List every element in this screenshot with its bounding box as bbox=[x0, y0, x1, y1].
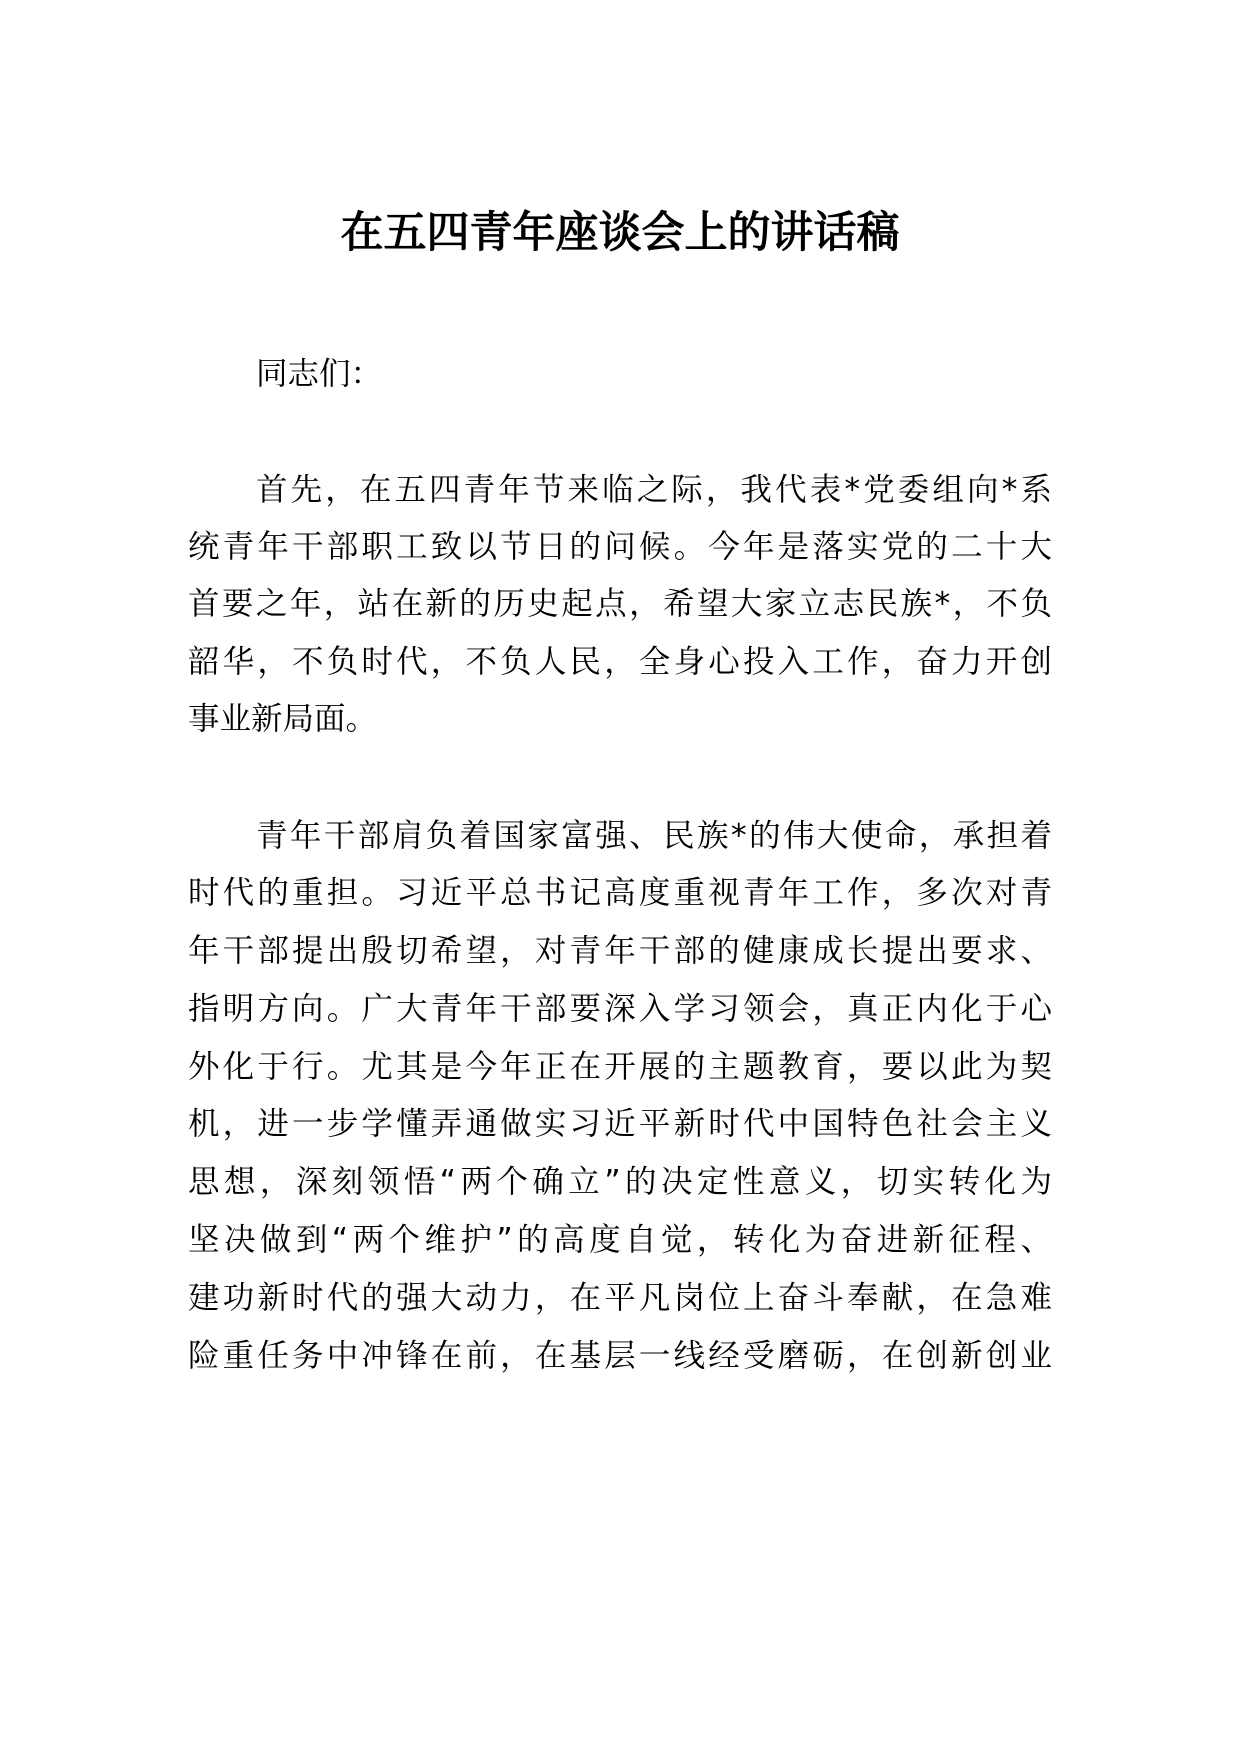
paragraph-2-line-8: 坚决做到“两个维护”的高度自觉，转化为奋进新征程、 bbox=[188, 1222, 1052, 1258]
paragraph-1-line-5: 事业新局面。 bbox=[188, 701, 378, 737]
paragraph-1-line-2: 统青年干部职工致以节日的问候。今年是落实党的二十大 bbox=[188, 529, 1052, 565]
paragraph-2-line-9: 建功新时代的强大动力，在平凡岗位上奋斗奉献，在急难 bbox=[188, 1280, 1052, 1316]
paragraph-2-line-6: 机，进一步学懂弄通做实习近平新时代中国特色社会主义 bbox=[188, 1106, 1052, 1142]
paragraph-2-line-3: 年干部提出殷切希望，对青年干部的健康成长提出要求、 bbox=[188, 933, 1052, 969]
document-title: 在五四青年座谈会上的讲话稿 bbox=[340, 208, 900, 258]
paragraph-1-line-1: 首先，在五四青年节来临之际，我代表*党委组向*系 bbox=[256, 472, 1052, 508]
paragraph-2-line-2: 时代的重担。习近平总书记高度重视青年工作，多次对青 bbox=[188, 875, 1052, 911]
paragraph-2-line-7: 思想，深刻领悟“两个确立”的决定性意义，切实转化为 bbox=[188, 1164, 1052, 1200]
paragraph-2-line-1: 青年干部肩负着国家富强、民族*的伟大使命，承担着 bbox=[256, 818, 1052, 854]
salutation: 同志们： bbox=[256, 356, 383, 392]
paragraph-1-line-4: 韶华，不负时代，不负人民，全身心投入工作，奋力开创 bbox=[188, 644, 1052, 680]
paragraph-2-line-10: 险重任务中冲锋在前，在基层一线经受磨砺，在创新创业 bbox=[188, 1338, 1052, 1374]
paragraph-2-line-4: 指明方向。广大青年干部要深入学习领会，真正内化于心 bbox=[188, 991, 1052, 1027]
paragraph-2-line-5: 外化于行。尤其是今年正在开展的主题教育，要以此为契 bbox=[188, 1049, 1052, 1085]
paragraph-1-line-3: 首要之年，站在新的历史起点，希望大家立志民族*，不负 bbox=[188, 586, 1052, 622]
